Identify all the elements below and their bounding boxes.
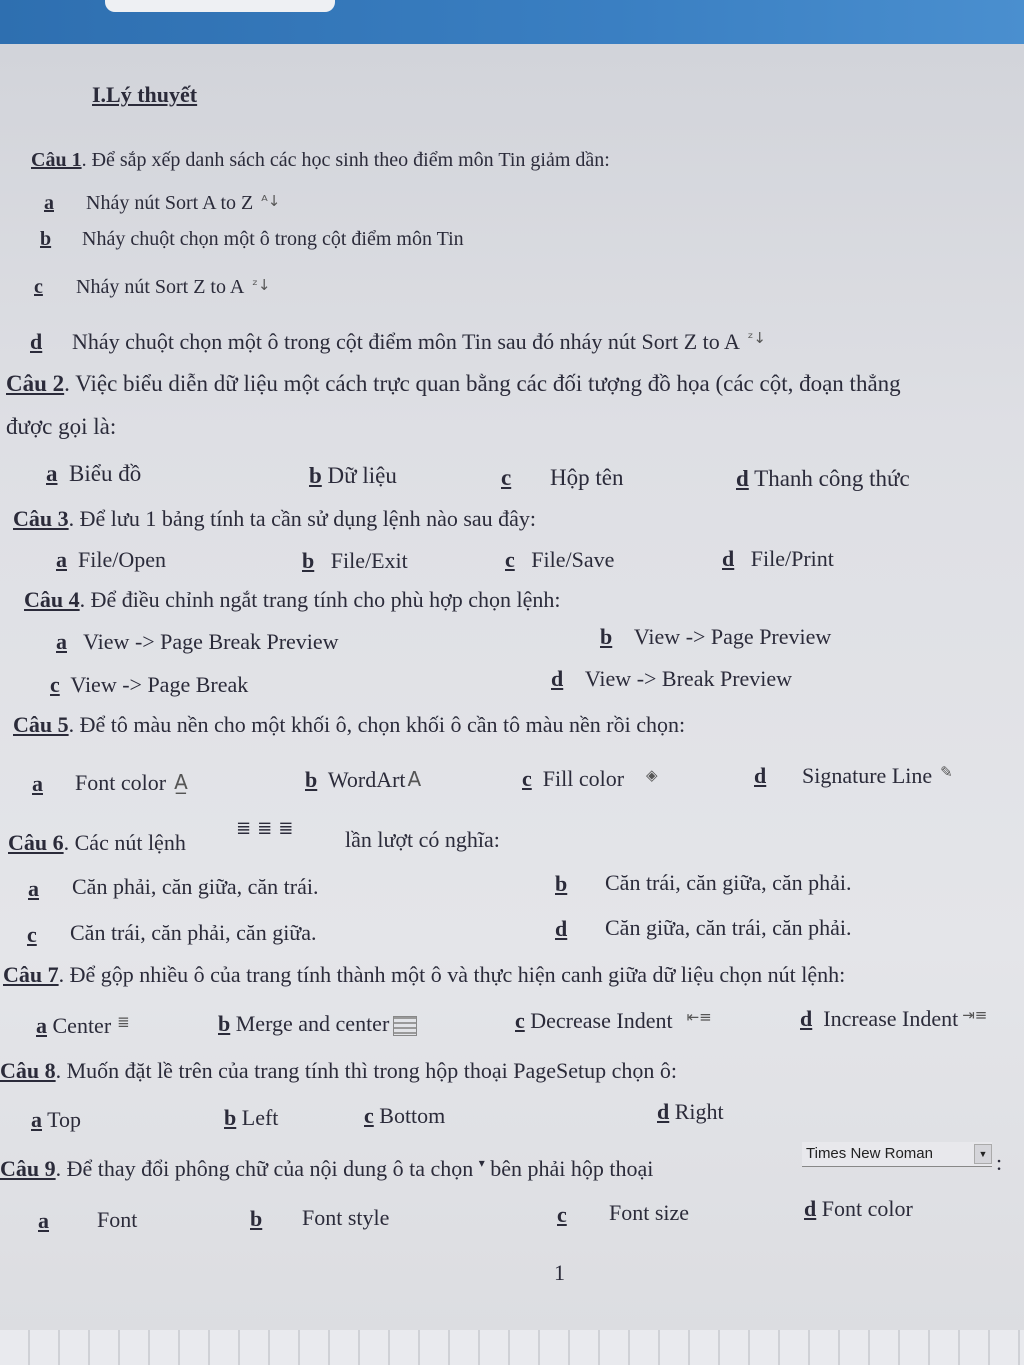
- q5-option-d: d: [754, 763, 767, 788]
- sort-az-icon: ᴬ↓: [261, 192, 281, 210]
- align-right-icon: ≣: [278, 818, 300, 839]
- q8-option-a: a Top: [31, 1107, 82, 1132]
- font-name-box[interactable]: [802, 1142, 992, 1167]
- q4-option-c: c View -> Page Break: [50, 672, 249, 697]
- q1-option-b-text: Nháy chuột chọn một ô trong cột điểm môn Tin: [82, 228, 464, 250]
- q2-option-b: b Dữ liệu: [309, 463, 397, 488]
- q8-option-d: d Right: [657, 1099, 724, 1124]
- center-icon: ≣: [117, 1013, 130, 1031]
- q5-option-c: c Fill color ◈: [522, 766, 658, 791]
- q5-option-b: b WordArt A: [305, 767, 422, 792]
- q6-option-a: a: [28, 876, 39, 901]
- q1-option-a-text: Nháy nút Sort A to Z ᴬ↓: [86, 192, 281, 214]
- question-6-after: lần lượt có nghĩa:: [345, 827, 500, 852]
- sort-za-icon: ᶻ↓: [747, 329, 766, 347]
- fill-color-icon: ◈: [646, 766, 658, 784]
- page-number: 1: [554, 1260, 565, 1285]
- q9-option-b-text: Font style: [302, 1205, 390, 1230]
- q6-option-a-text: Căn phải, căn giữa, căn trái.: [72, 874, 319, 899]
- q9-option-d: d Font color: [804, 1196, 913, 1221]
- question-6: Câu 6. Các nút lệnh: [8, 830, 186, 855]
- sort-za-icon: ᶻ↓: [252, 276, 271, 294]
- signature-line-icon: ✎: [940, 763, 953, 781]
- q9-option-c: c: [557, 1202, 567, 1227]
- decrease-indent-icon: ⇤≡: [686, 1008, 712, 1026]
- q7-option-a: a Center ≣: [36, 1013, 130, 1038]
- question-9-trailing: :: [996, 1150, 1003, 1175]
- question-9: Câu 9. Để thay đổi phông chữ của nội dung ô ta chọn ▾ bên phải hộp thoại: [0, 1156, 654, 1181]
- font-color-icon: A̲: [174, 770, 188, 794]
- q9-option-a-text: Font: [97, 1207, 138, 1232]
- q2-option-a: a Biểu đồ: [46, 461, 142, 486]
- q3-option-c: c File/Save: [505, 547, 615, 572]
- dropdown-arrow-icon: ▾: [478, 1156, 485, 1170]
- header-tab: [105, 0, 335, 12]
- q4-option-b: b View -> Page Preview: [600, 624, 832, 649]
- q6-option-b-text: Căn trái, căn giữa, căn phải.: [605, 870, 852, 895]
- q6-option-c-text: Căn trái, căn phải, căn giữa.: [70, 920, 317, 945]
- q6-option-c: c: [27, 922, 37, 947]
- q1-option-c-text: Nháy nút Sort Z to A ᶻ↓: [76, 276, 271, 298]
- q3-option-d: d File/Print: [722, 546, 834, 571]
- question-3: Câu 3. Để lưu 1 bảng tính ta cần sử dụng lệnh nào sau đây:: [13, 506, 537, 531]
- question-4: Câu 4. Để điều chỉnh ngắt trang tính cho phù hợp chọn lệnh:: [24, 587, 561, 612]
- question-5: Câu 5. Để tô màu nền cho một khối ô, chọn khối ô cần tô màu nền rồi chọn:: [13, 712, 686, 737]
- q9-option-a: a: [38, 1208, 49, 1233]
- align-icons: [236, 818, 299, 839]
- section-title: I.Lý thuyết: [92, 82, 198, 107]
- q7-option-b: b Merge and center: [218, 1011, 417, 1037]
- q3-option-a: a File/Open: [56, 547, 166, 572]
- q4-option-a: a View -> Page Break Preview: [56, 629, 339, 654]
- q7-option-d: d Increase Indent ⇥≡: [800, 1006, 988, 1031]
- question-2-cont: được gọi là:: [6, 414, 117, 439]
- q9-option-c-text: Font size: [609, 1200, 690, 1225]
- q1-option-d: d: [30, 329, 43, 354]
- question-7: Câu 7. Để gộp nhiều ô của trang tính thành một ô và thực hiện canh giữa dữ liệu chọn nút lệnh:: [3, 962, 846, 987]
- q5-option-a-text: Font color A̲: [75, 770, 188, 795]
- q1-option-a: a: [44, 192, 54, 214]
- question-2: Câu 2. Việc biểu diễn dữ liệu một cách trực quan bằng các đối tượng đồ họa (các cột, đoạn thẳng: [6, 371, 901, 396]
- q9-option-b: b: [250, 1206, 263, 1231]
- align-left-icon: ≣: [236, 818, 258, 839]
- q6-option-d: d: [555, 916, 568, 941]
- wordart-icon: A: [407, 767, 422, 791]
- font-name-value: Times New Roman: [806, 1145, 933, 1162]
- q1-option-b: b: [40, 228, 52, 250]
- increase-indent-icon: ⇥≡: [962, 1006, 988, 1024]
- question-1: Câu 1. Để sắp xếp danh sách các học sinh theo điểm môn Tin giảm dần:: [31, 149, 610, 171]
- q1-option-d-text: Nháy chuột chọn một ô trong cột điểm môn Tin sau đó nháy nút Sort Z to A ᶻ↓: [72, 329, 766, 354]
- q2-option-c-text: Hộp tên: [550, 465, 624, 490]
- bottom-edge: [0, 1330, 1024, 1365]
- q5-option-a: a: [32, 771, 43, 796]
- q4-option-d: d View -> Break Preview: [551, 666, 793, 691]
- align-center-icon: ≣: [257, 818, 279, 839]
- q6-option-d-text: Căn giữa, căn trái, căn phải.: [605, 915, 852, 940]
- merge-center-icon: [393, 1016, 417, 1036]
- question-8: Câu 8. Muốn đặt lề trên của trang tính thì trong hộp thoại PageSetup chọn ô:: [0, 1058, 678, 1083]
- q5-option-d-text: Signature Line ✎: [802, 763, 953, 788]
- q3-option-b: b File/Exit: [302, 548, 408, 573]
- q8-option-c: c Bottom: [364, 1103, 446, 1128]
- q7-option-c: c Decrease Indent ⇤≡: [515, 1008, 712, 1033]
- q1-option-c: c: [34, 276, 43, 298]
- q6-option-b: b: [555, 871, 568, 896]
- q8-option-b: b Left: [224, 1105, 279, 1130]
- q2-option-d: d Thanh công thức: [736, 466, 910, 491]
- q2-option-c: c: [501, 465, 512, 490]
- dropdown-arrow-icon[interactable]: ▼: [974, 1144, 992, 1164]
